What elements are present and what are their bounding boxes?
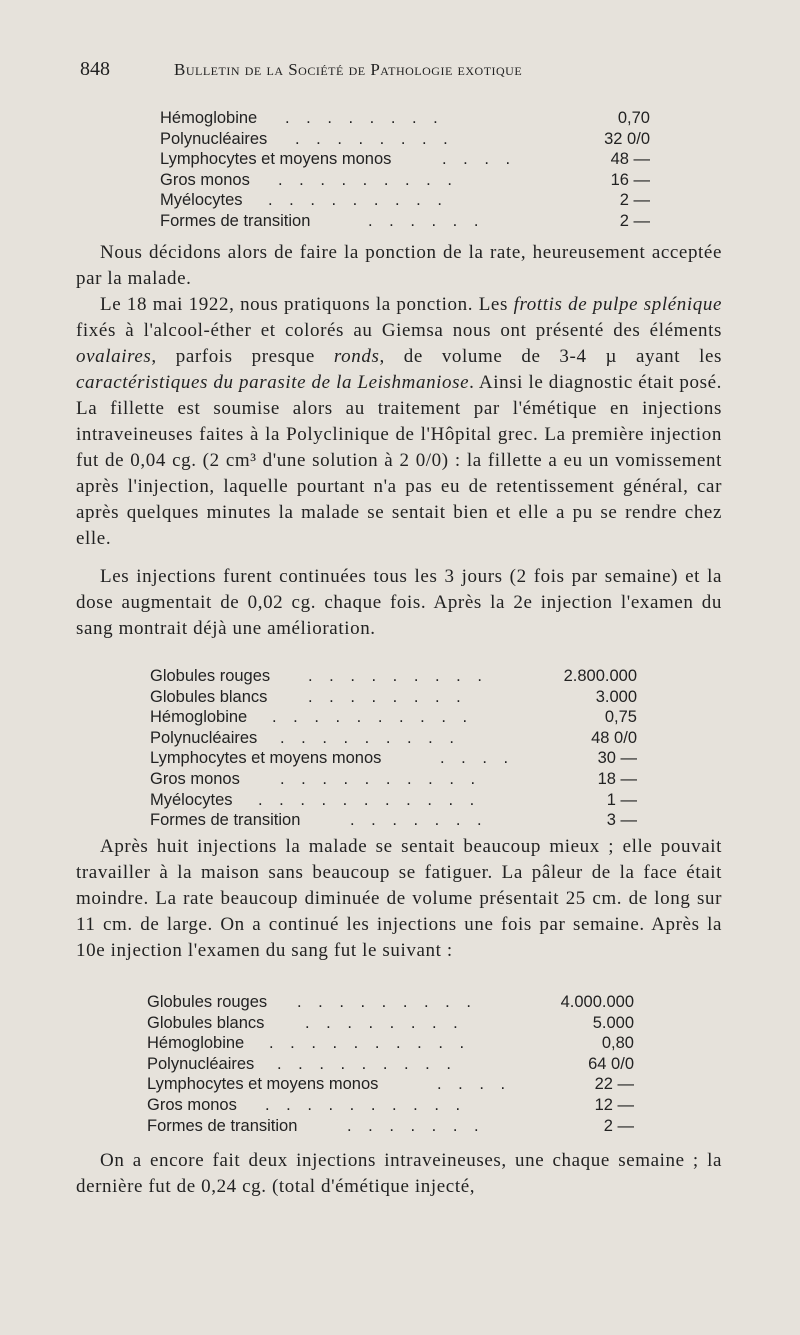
paragraph-4: Après huit injections la malade se sentait beaucoup mieux ; elle pouvait travailler à la maison sans beaucoup se fatiguer. La pâleur de la face était moindre. La rate beaucoup diminuée de volume présentait 25 cm. de long sur 11 cm. de large. On a continué les injections une fois par semaine. Après la 10e injection l'examen du sang fut le suivant : [76,836,722,961]
row-label: Polynucléaires [160,129,268,148]
row-value: 3 — [606,811,637,830]
paragraph-5: On a encore fait deux injections intraveineuses, une chaque semaine ; la dernière fut de 0,24 cg. (total d'émétique injecté, [76,1150,722,1197]
row-value: 2 — [619,191,650,210]
page-number: 848 [80,58,110,80]
table-row: Myélocytes . . . . . . . . . 2 — [160,191,650,210]
row-value: 5.000 [592,1013,634,1032]
table-row: Myélocytes . . . . . . . . . . . 1 — [150,790,637,809]
row-label: Formes de transition [147,1116,298,1135]
page-header [80,58,720,88]
row-label: Gros monos [150,769,240,788]
blood-table-3 [147,992,634,1136]
row-label: Gros monos [147,1095,237,1114]
blood-table-1 [160,108,650,232]
row-value: 4.000.000 [560,993,634,1011]
row-label: Lymphocytes et moyens monos [160,150,392,169]
row-label: Lymphocytes et moyens monos [150,749,382,768]
row-label: Globules blancs [147,1013,265,1032]
row-label: Polynucléaires [150,728,258,747]
table-row: Globules rouges . . . . . . . . . 4.000.000 [147,993,634,1011]
table-row: Gros monos . . . . . . . . . 16 — [160,170,650,189]
table-row: Gros monos . . . . . . . . . . 18 — [150,769,637,788]
row-label: Hémoglobine [147,1034,245,1053]
paragraph-1: Nous décidons alors de faire la ponction de la rate, heureusement acceptée par la malade. [76,242,722,289]
blood-table-2 [150,666,637,831]
row-label: Hémoglobine [160,109,258,127]
running-title: Bulletin de la Société de Pathologie exotique [174,60,523,79]
table-row: Gros monos . . . . . . . . . . 12 — [147,1095,634,1114]
row-value: 18 — [597,769,637,788]
row-value: 48 0/0 [591,728,637,747]
paragraph-2: Le 18 mai 1922, nous pratiquons la ponction. Les frottis de pulpe splénique fixés à l'alcool-éther et colorés au Giemsa nous ont présenté des éléments ovalaires, parfois presque ronds, de volume de 3-4 µ ayant les caractéristiques du parasite de la Leishmaniose. Ainsi le diagnostic était posé. La fillette est soumise alors au traitement par l'émétique en injections intraveineuses faites à la Polyclinique de l'Hôpital grec. La première injection fut de 0,04 cg. (2 cm³ d'une solution à 2 0/0) : la fillette a eu un vomissement après l'injection, laquelle pourtant n'a pas eu de retentissement général, car après quelques minutes la malade se sentait bien et elle a pu se rendre chez elle. [76,294,722,549]
row-value: 2 — [619,211,650,230]
table-row: Lymphocytes et moyens monos . . . . 30 — [150,749,637,768]
table-row: Polynucléaires . . . . . . . . . 48 0/0 [150,728,637,747]
paragraph-3: Les injections furent continuées tous les 3 jours (2 fois par semaine) et la dose augmentait de 0,02 cg. chaque fois. Après la 2e injection l'examen du sang montrait déjà une amélioration. [76,566,722,639]
row-label: Globules rouges [150,667,271,685]
table-row: Hémoglobine . . . . . . . . 0,70 [160,109,650,127]
row-value: 2 — [603,1116,634,1135]
row-value: 0,70 [617,109,650,127]
row-value: 3.000 [595,687,637,706]
row-label: Myélocytes [150,790,233,809]
row-label: Lymphocytes et moyens monos [147,1075,379,1094]
table-row: Globules blancs . . . . . . . . 5.000 [147,1013,634,1032]
table-row: Polynucléaires . . . . . . . . 32 0/0 [160,129,650,148]
table-row: Formes de transition . . . . . . . 3 — [150,811,637,830]
table-row: Lymphocytes et moyens monos . . . . 22 — [147,1075,634,1094]
row-value: 1 — [606,790,637,809]
table-row: Polynucléaires . . . . . . . . . 64 0/0 [147,1054,634,1073]
table-row: Globules blancs . . . . . . . . 3.000 [150,687,637,706]
row-value: 12 — [594,1095,634,1114]
row-value: 30 — [597,749,637,768]
row-value: 16 — [610,170,650,189]
row-value: 48 — [610,150,650,169]
row-label: Gros monos [160,170,250,189]
row-label: Polynucléaires [147,1054,255,1073]
row-label: Hémoglobine [150,708,248,727]
row-value: 32 0/0 [604,129,650,148]
table-row: Formes de transition . . . . . . . 2 — [147,1116,634,1135]
table-row: Hémoglobine . . . . . . . . . . 0,80 [147,1034,634,1053]
row-value: 2.800.000 [563,667,637,685]
table-row: Lymphocytes et moyens monos . . . . 48 — [160,150,650,169]
row-label: Globules blancs [150,687,268,706]
row-value: 0,75 [604,708,637,727]
table-row: Globules rouges . . . . . . . . . 2.800.000 [150,667,637,685]
table-row: Hémoglobine . . . . . . . . . . 0,75 [150,708,637,727]
row-label: Formes de transition [160,211,311,230]
row-value: 64 0/0 [588,1054,634,1073]
row-label: Myélocytes [160,191,243,210]
table-row: Formes de transition . . . . . . 2 — [160,211,650,230]
row-value: 0,80 [601,1034,634,1053]
row-label: Formes de transition [150,811,301,830]
row-label: Globules rouges [147,993,268,1011]
row-value: 22 — [594,1075,634,1094]
